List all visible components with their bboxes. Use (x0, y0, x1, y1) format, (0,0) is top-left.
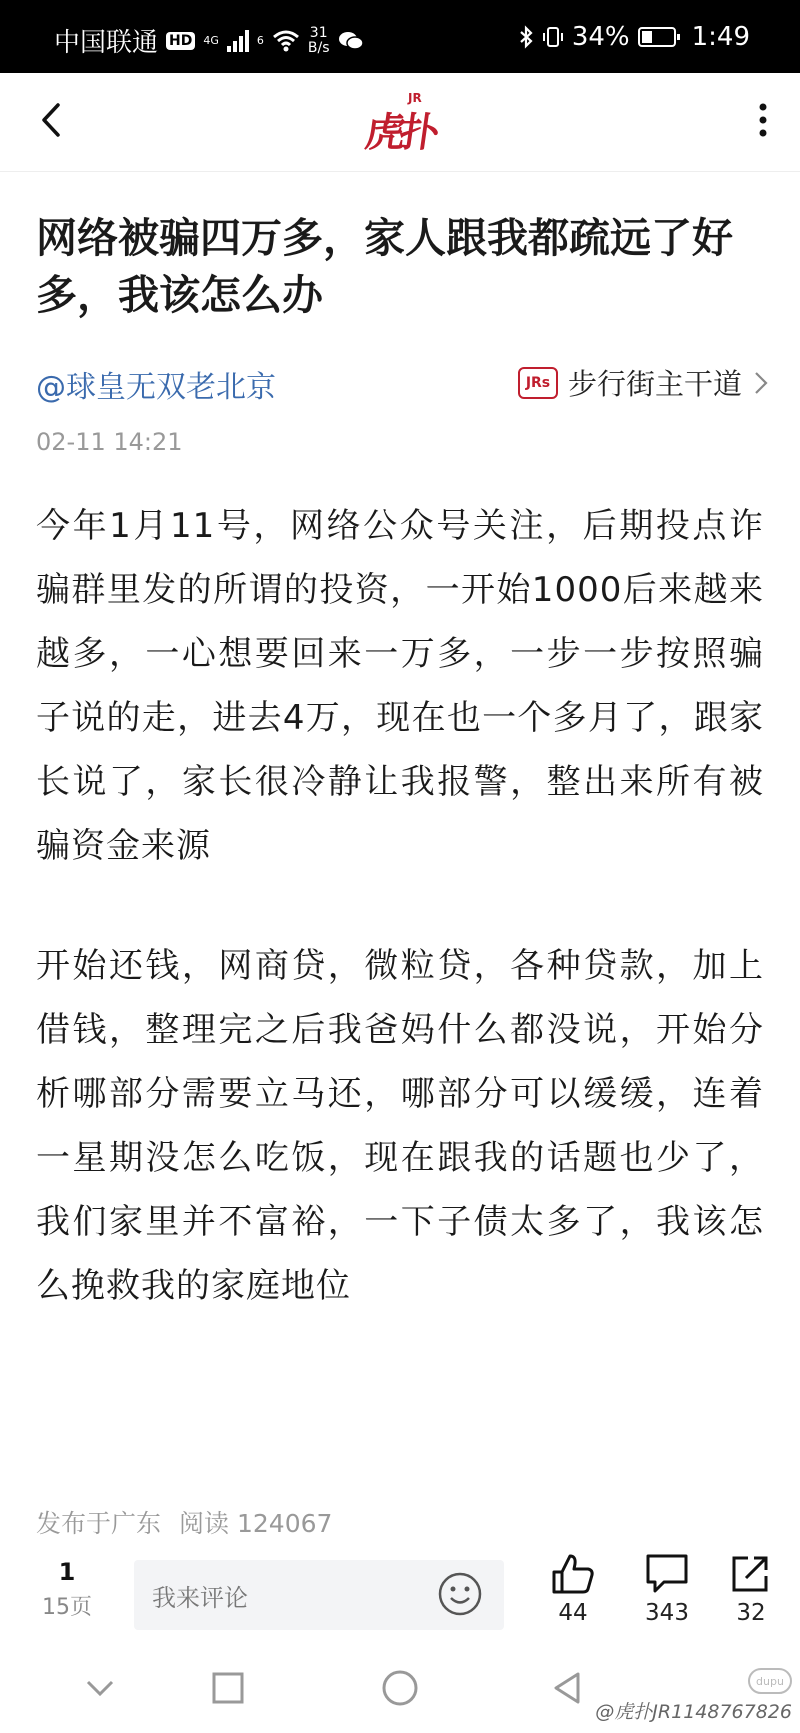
nav-hide-icon[interactable] (78, 1666, 122, 1710)
watermark-text: @虎扑JR1148767826 (595, 1701, 792, 1723)
status-bar (0, 0, 800, 73)
carrier-name: 中国联通 (54, 28, 159, 58)
nav-home-icon[interactable] (378, 1666, 422, 1710)
page-total: 15页 (42, 1595, 92, 1620)
nav-recents-icon[interactable] (206, 1666, 250, 1710)
post-paragraph: 今年1月11号，网络公众号关注，后期投点诈骗群里发的所谓的投资，一开始1000后来越来越多，一心想要回来一万多，一步一步按照骗子说的走，进去4万，现在也一个多月了，跟家长说了，家长很冷静让我报警，整出来所有被骗资金来源 (36, 506, 764, 866)
like-button[interactable] (538, 1552, 608, 1626)
wechat-icon (338, 30, 364, 52)
comment-bubble-icon (644, 1552, 690, 1596)
read-label: 阅读 (179, 1509, 230, 1538)
net-speed-value: 31 (309, 24, 328, 41)
wifi-generation: 6 (256, 34, 264, 47)
back-arrow-icon[interactable] (30, 95, 80, 145)
thumbs-up-icon (550, 1552, 596, 1596)
chevron-right-icon (752, 369, 770, 397)
vibrate-icon (542, 25, 564, 49)
share-count: 32 (736, 1600, 766, 1626)
page-selector[interactable] (32, 1558, 102, 1621)
post-paragraph: 开始还钱，网商贷，微粒贷，各种贷款，加上借钱，整理完之后我爸妈什么都没说，开始分析哪部分需要立马还，哪部分可以缓缓，连着一星期没怎么吃饭，现在跟我的话题也少了，我们家里并不富裕，一下子债太多了，我该怎么挽救我的家庭地位 (36, 946, 764, 1306)
comment-input[interactable] (134, 1560, 504, 1630)
hupu-logo (362, 91, 437, 156)
share-icon (728, 1552, 774, 1596)
more-options-icon[interactable] (748, 95, 778, 145)
post-title: 网络被骗四万多，家人跟我都疏远了好多，我该怎么办 (36, 214, 733, 319)
comment-placeholder: 我来评论 (152, 1583, 248, 1612)
bluetooth-icon (518, 25, 534, 49)
network-type: 4G (203, 34, 219, 47)
board-logo-icon: JRs (518, 367, 558, 399)
wifi-icon (272, 30, 300, 52)
comment-bar (0, 1548, 800, 1648)
battery-percent: 34% (571, 22, 630, 52)
like-count: 44 (558, 1600, 588, 1626)
battery-icon (638, 27, 676, 47)
clock: 1:49 (691, 22, 750, 52)
comment-button[interactable] (632, 1552, 702, 1626)
logo-text: 虎扑 (362, 110, 437, 156)
board-link[interactable] (518, 362, 770, 403)
app-header (0, 73, 800, 172)
post-body (36, 494, 764, 1374)
post-date: 02-11 14:21 (36, 428, 183, 456)
net-speed (308, 26, 330, 56)
nav-back-icon[interactable] (546, 1666, 590, 1710)
signal-icon (227, 30, 249, 52)
post-location: 发布于广东 (36, 1509, 162, 1538)
author-link[interactable]: @球皇无双老北京 (36, 370, 276, 405)
watermark-logo: dupu (748, 1668, 792, 1694)
comment-count: 343 (645, 1600, 689, 1626)
page-current: 1 (58, 1558, 76, 1586)
read-stat (179, 1504, 332, 1540)
logo-superscript: JR (408, 91, 422, 105)
share-button[interactable] (716, 1552, 786, 1626)
post-meta (36, 1504, 332, 1540)
board-name: 步行街主干道 (567, 367, 742, 401)
emoji-icon[interactable] (436, 1570, 484, 1618)
read-count: 124067 (236, 1509, 333, 1538)
net-speed-unit: B/s (307, 39, 330, 56)
hd-badge: HD (166, 32, 195, 50)
